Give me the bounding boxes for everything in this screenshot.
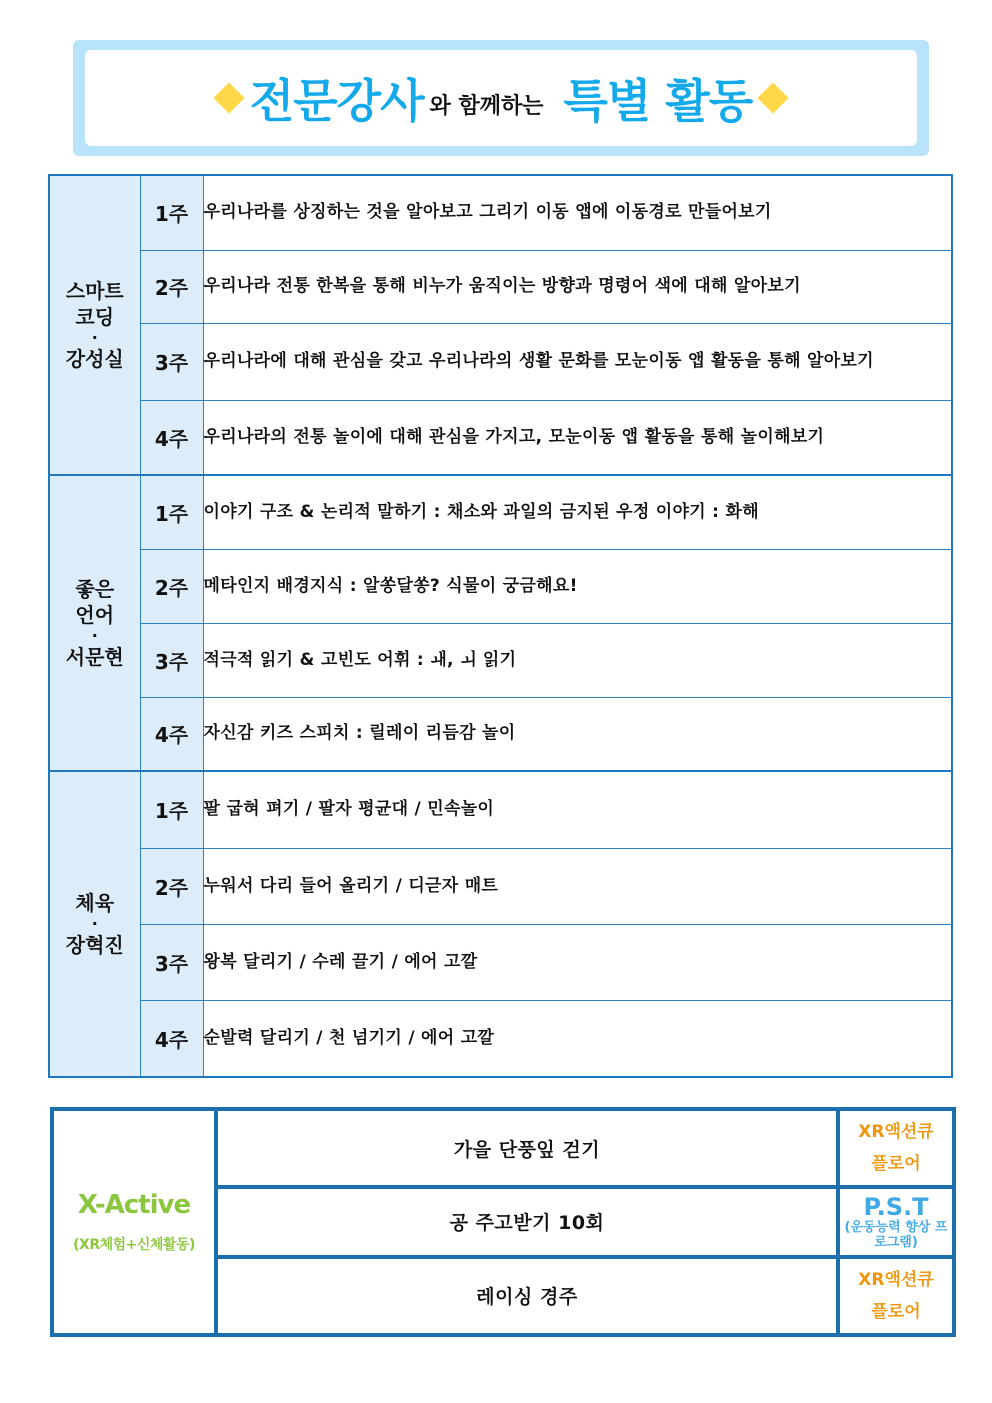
table-row	[49, 1000, 952, 1077]
table-row	[49, 400, 952, 475]
table-row	[49, 175, 952, 250]
table-row	[49, 697, 952, 771]
week-label: 4주	[140, 697, 203, 771]
table-row	[49, 250, 952, 323]
week-label: 4주	[140, 400, 203, 475]
week-label: 3주	[140, 623, 203, 697]
table-row	[49, 323, 952, 400]
activity-text: 누워서 다리 들어 올리기 / 디귿자 매트	[203, 848, 952, 924]
xr-activity-text: 레이싱 경주	[216, 1257, 838, 1335]
title-instructor: 전문강사	[249, 74, 424, 128]
activity-text: 적극적 읽기 & 고빈도 어휘 : ㅙ, ㅚ 읽기	[203, 623, 952, 697]
table-row	[49, 549, 952, 623]
activity-text: 메타인지 배경지식 : 알쏭달쏭? 식물이 궁금해요!	[203, 549, 952, 623]
category-cell-pe: 체육 · 장혁진	[49, 771, 140, 1077]
table-row	[49, 475, 952, 549]
xr-tag-cell: XR액션큐 플로어	[838, 1109, 954, 1187]
activity-text: 왕복 달리기 / 수레 끌기 / 에어 고깔	[203, 924, 952, 1000]
activity-text: 팔 굽혀 펴기 / 팔자 평균대 / 민속놀이	[203, 771, 952, 848]
week-label: 1주	[140, 475, 203, 549]
week-label: 2주	[140, 250, 203, 323]
week-label: 1주	[140, 175, 203, 250]
title-connector: 와 함께하는	[429, 93, 544, 119]
table-row	[49, 623, 952, 697]
activity-text: 우리나라를 상징하는 것을 알아보고 그리기 이동 앱에 이동경로 만들어보기	[203, 175, 952, 250]
week-label: 4주	[140, 1000, 203, 1077]
xr-title: X-Active	[77, 1190, 191, 1220]
week-label: 3주	[140, 323, 203, 400]
title-banner	[73, 40, 929, 156]
xr-activity-text: 공 주고받기 10회	[216, 1187, 838, 1256]
activity-text: 우리나라 전통 한복을 통해 비누가 움직이는 방향과 명령어 색에 대해 알아보기	[203, 250, 952, 323]
xr-activity-text: 가을 단풍잎 걷기	[216, 1109, 838, 1187]
week-label: 1주	[140, 771, 203, 848]
table-row	[49, 924, 952, 1000]
activity-text: 이야기 구조 & 논리적 말하기 : 채소와 과일의 금지된 우정 이야기 : 화해	[203, 475, 952, 549]
week-label: 3주	[140, 924, 203, 1000]
week-label: 2주	[140, 848, 203, 924]
xr-tag-cell: XR액션큐 플로어	[838, 1257, 954, 1335]
table-row	[52, 1109, 954, 1187]
diamond-left-icon	[213, 82, 244, 113]
table-row	[49, 848, 952, 924]
category-cell-language: 좋은 언어 · 서문현	[49, 475, 140, 771]
title-special-activity: 특별 활동	[563, 74, 753, 128]
week-label: 2주	[140, 549, 203, 623]
diamond-right-icon	[758, 82, 789, 113]
category-cell-coding: 스마트 코딩 · 강성실	[49, 175, 140, 475]
activity-text: 우리나라에 대해 관심을 갖고 우리나라의 생활 문화를 모눈이동 앱 활동을 통해 알아보기	[203, 323, 952, 400]
table-row	[49, 771, 952, 848]
title-banner-inner	[85, 50, 917, 146]
activity-text: 우리나라의 전통 놀이에 대해 관심을 가지고, 모눈이동 앱 활동을 통해 놀이해보기	[203, 400, 952, 475]
activity-text: 순발력 달리기 / 천 넘기기 / 에어 고깔	[203, 1000, 952, 1077]
xr-tag-cell: P.S.T (운동능력 향상 프로그램)	[838, 1187, 954, 1256]
xr-subtitle: (XR체험+신체활동)	[73, 1237, 195, 1253]
schedule-table	[48, 174, 953, 1078]
xr-activity-table	[50, 1107, 956, 1337]
activity-text: 자신감 키즈 스피치 : 릴레이 리듬감 놀이	[203, 697, 952, 771]
xr-label-cell	[52, 1109, 216, 1335]
